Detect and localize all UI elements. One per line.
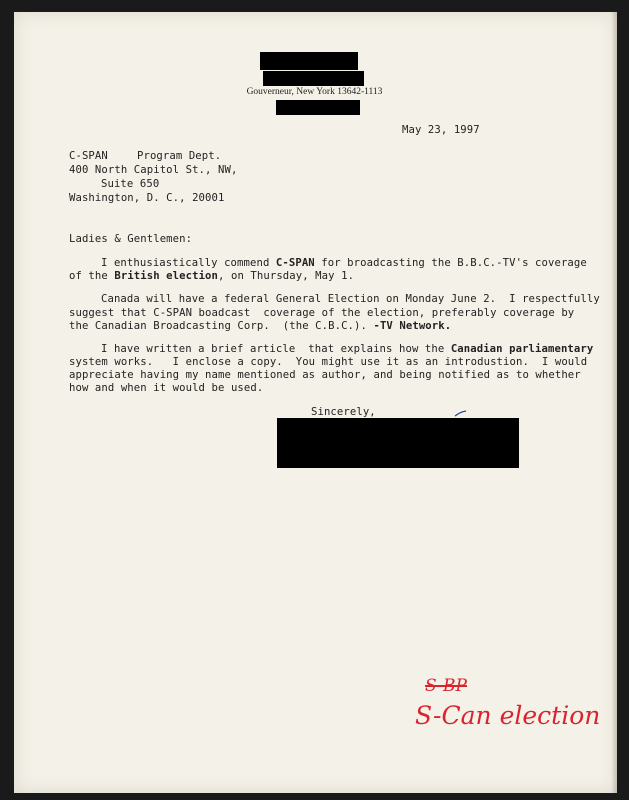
- recipient-suite: Suite 650: [101, 178, 160, 190]
- recipient-dept: Program Dept.: [137, 150, 222, 162]
- paragraph-2-line-3: the Canadian Broadcasting Corp. (the C.B.C.). -TV Network.: [69, 320, 452, 332]
- recipient-street: 400 North Capitol St., NW,: [69, 164, 238, 176]
- paragraph-1-line-2: of the British election, on Thursday, May 1.: [69, 270, 355, 282]
- paragraph-1-line-1: I enthusiastically commend C-SPAN for broadcasting the B.B.C.-TV's coverage: [101, 257, 587, 269]
- closing: Sincerely,: [311, 406, 376, 418]
- redacted-letterhead-address: [263, 71, 364, 86]
- redacted-letterhead-phone: [276, 100, 360, 115]
- paragraph-2-line-1: Canada will have a federal General Election on Monday June 2. I respectfully: [101, 293, 600, 305]
- paragraph-2-line-2: suggest that C-SPAN boadcast coverage of the election, preferably coverage by: [69, 307, 575, 319]
- redacted-letterhead-name: [260, 52, 358, 70]
- recipient-org: C-SPAN: [69, 150, 108, 162]
- letter-page: [14, 12, 617, 793]
- recipient-city: Washington, D. C., 20001: [69, 192, 225, 204]
- pen-tick-mark: [454, 410, 468, 418]
- paragraph-3-line-2: system works. I enclose a copy. You might use it as an introdustion. I would: [69, 356, 588, 368]
- letter-date: May 23, 1997: [402, 124, 480, 136]
- paragraph-3-line-1: I have written a brief article that explains how the Canadian parliamentary: [101, 343, 594, 355]
- redacted-signature: [277, 418, 519, 468]
- paragraph-3-line-3: appreciate having my name mentioned as author, and being notified as to whether: [69, 369, 581, 381]
- paragraph-3-line-4: how and when it would be used.: [69, 382, 264, 394]
- salutation: Ladies & Gentlemen:: [69, 233, 193, 245]
- letterhead-city-line: Gouverneur, New York 13642-1113: [246, 87, 383, 97]
- struck-handwritten-code: S-BP: [425, 676, 467, 696]
- handwritten-annotation: S-Can election: [415, 701, 601, 730]
